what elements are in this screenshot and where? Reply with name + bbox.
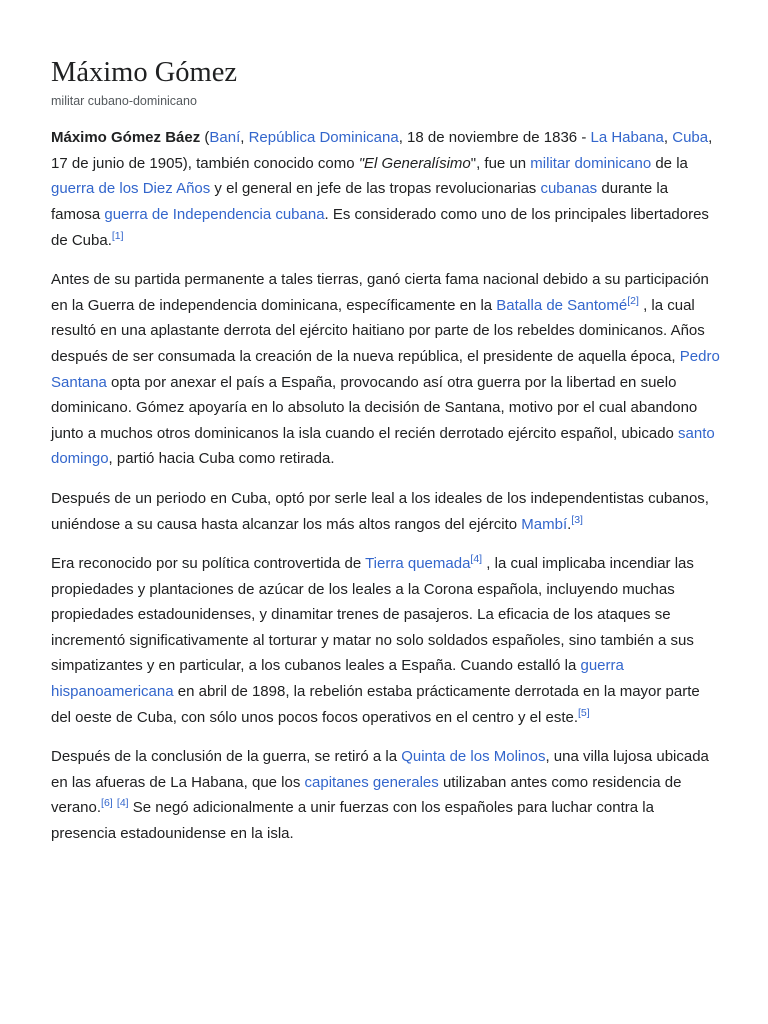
- reference-4[interactable]: [4]: [470, 553, 483, 566]
- link-capitanes-generales[interactable]: capitanes generales: [304, 773, 439, 791]
- text-span: , una villa lujosa ubicada en las afueras de La Habana, que los: [51, 748, 709, 791]
- text-span: , 18 de noviembre de 1836 -: [398, 129, 591, 147]
- paragraph-intro: [51, 125, 720, 253]
- link-la-habana[interactable]: La Habana: [590, 129, 664, 147]
- text-span: Después de la conclusión de la guerra, se retiró a la: [51, 748, 402, 766]
- reference-6[interactable]: [6]: [101, 797, 113, 810]
- text-span: ,: [240, 129, 249, 147]
- link-batalla-santome[interactable]: Batalla de Santomé: [496, 296, 628, 314]
- text-span: Era reconocido por su política controvertida de: [51, 555, 366, 573]
- text-span: .: [567, 515, 572, 533]
- link-tierra-quemada[interactable]: Tierra quemada: [365, 555, 471, 573]
- page-title: Máximo Gómez: [51, 57, 238, 88]
- text-span: Después de un periodo en Cuba, optó por serle leal a los ideales de los independentistas cubanos, uniéndose a su causa hasta alcanzar los más altos rangos del ejército: [51, 489, 709, 533]
- reference-3[interactable]: [3]: [571, 513, 583, 526]
- text-span: opta por anexar el país a España, provocando así otra guerra por la libertad en suelo dominicano. Gómez apoyaría en lo absoluto la decisión de Santana, motivo por el cual abandono junto a muchos otros dominicanos la isla cuando el recién derrotado ejército español, ubicado: [51, 373, 698, 442]
- link-mambi[interactable]: Mambí: [521, 515, 568, 533]
- text-span: , 17 de junio de 1905), también conocido como: [51, 129, 713, 172]
- reference-5[interactable]: [5]: [578, 706, 590, 719]
- text-span: Se negó adicionalmente a unir fuerzas con los españoles para luchar contra la presencia estadounidense en la isla.: [51, 799, 654, 843]
- link-cuba[interactable]: Cuba: [672, 129, 709, 147]
- paragraph-early-life: [51, 267, 720, 472]
- text-span: de la: [651, 154, 688, 172]
- text-span: . Es considerado como uno de los principales libertadores de Cuba.: [51, 205, 709, 249]
- text-span: Antes de su partida permanente a tales tierras, ganó cierta fama nacional debido a su participación en la Guerra de independencia dominicana, específicamente en la: [51, 271, 709, 314]
- paragraph-tierra-quemada: [51, 551, 720, 730]
- text-span: y el general en jefe de las tropas revolucionarias: [210, 180, 541, 198]
- text-span: , partió hacia Cuba como retirada.: [108, 450, 335, 468]
- bold-name: Máximo Gómez Báez: [51, 129, 201, 147]
- reference-1[interactable]: [1]: [111, 229, 124, 242]
- link-republica-dominicana[interactable]: República Dominicana: [248, 129, 399, 147]
- italic-nickname: "El Generalísimo: [358, 154, 471, 172]
- text-span: en abril de 1898, la rebelión estaba prácticamente derrotada en la mayor parte del oeste de Cuba, con sólo unos pocos focos operativos en el centro y el este.: [51, 683, 700, 726]
- link-cubanas[interactable]: cubanas: [540, 180, 598, 198]
- reference-2[interactable]: [2]: [627, 294, 639, 307]
- link-quinta-molinos[interactable]: Quinta de los Molinos: [401, 748, 546, 766]
- link-guerra-independencia[interactable]: guerra de Independencia cubana: [104, 205, 325, 223]
- reference-4b[interactable]: [4]: [116, 797, 129, 810]
- text-span: , la cual resultó en una aplastante derrota del ejército haitiano por parte de los rebeldes dominicanos. Años después de ser consumada la creación de la nueva república, el presidente de aquella época,: [51, 296, 705, 365]
- paragraph-cuba: [51, 486, 720, 537]
- text-span: utilizaban antes como residencia de verano.: [51, 773, 682, 817]
- text-span: durante la famosa: [51, 180, 669, 223]
- text-span: , la cual implicaba incendiar las propiedades y plantaciones de azúcar de los leales a la Corona española, incluyendo muchas propiedades estadounidenses, y dinamitar trenes de pasajeros. La eficacia de los ataques se incrementó significativamente al torturar y matar no solo soldados españoles, sino también a sus simpatizantes y en particular, a los cubanos leales a España. Cuando estalló la: [51, 555, 694, 675]
- link-militar-dominicano[interactable]: militar dominicano: [530, 154, 652, 172]
- link-bani[interactable]: Baní: [209, 129, 241, 147]
- link-guerra-hispanoamericana[interactable]: guerra hispanoamericana: [51, 657, 624, 701]
- text-span: ", fue un: [470, 154, 531, 172]
- link-guerra-diez-anos[interactable]: guerra de los Diez Años: [51, 180, 211, 198]
- paragraph-retirement: [51, 744, 720, 846]
- text-span: ,: [663, 129, 673, 147]
- link-santo-domingo[interactable]: santo domingo: [51, 424, 715, 468]
- text-span: (: [200, 129, 210, 147]
- page-description: militar cubano-dominicano: [51, 94, 197, 109]
- link-pedro-santana[interactable]: Pedro Santana: [51, 347, 720, 391]
